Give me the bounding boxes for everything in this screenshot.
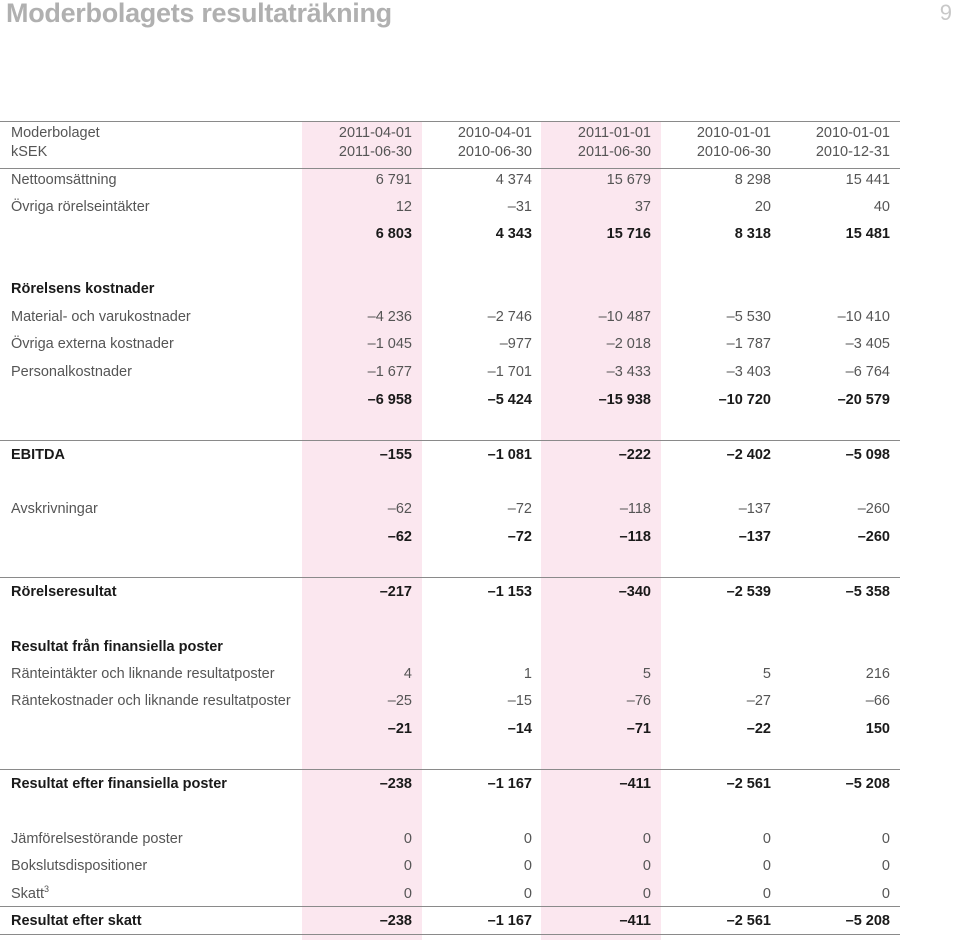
cell-value: –340 — [618, 584, 651, 600]
cell-value: 0 — [642, 858, 651, 874]
cell-value: –31 — [507, 199, 532, 215]
period-from: 2010-01-01 — [815, 125, 890, 141]
table-row — [0, 172, 900, 194]
cell-value: –1 167 — [487, 776, 532, 792]
cell-value: –2 018 — [606, 336, 651, 352]
cell-value: –5 208 — [845, 913, 890, 929]
cell-value: –1 045 — [367, 336, 412, 352]
table-row — [0, 886, 900, 908]
cell-value: –15 938 — [598, 392, 651, 408]
cell-value: 0 — [762, 886, 771, 902]
cell-value: –15 — [507, 693, 532, 709]
cell-value: –1 787 — [726, 336, 771, 352]
page-title: Moderbolagets resultaträkning — [6, 0, 392, 28]
cell-value: –260 — [857, 529, 890, 545]
cell-value: –411 — [619, 776, 651, 792]
cell-value: –2 402 — [726, 447, 771, 463]
row-label: Övriga externa kostnader — [11, 336, 174, 352]
cell-value: –62 — [387, 501, 412, 517]
cell-value: 150 — [865, 721, 890, 737]
total-row — [0, 447, 900, 469]
cell-value: 6 803 — [375, 226, 412, 242]
cell-value: 4 — [403, 666, 412, 682]
cell-value: –137 — [738, 529, 771, 545]
section-heading — [0, 639, 900, 661]
cell-value: –3 405 — [845, 336, 890, 352]
cell-value: –20 579 — [837, 392, 890, 408]
cell-value: –118 — [619, 529, 651, 545]
cell-value: 0 — [881, 886, 890, 902]
cell-value: –1 677 — [367, 364, 412, 380]
row-label: Övriga rörelseintäkter — [11, 199, 150, 215]
total-row — [0, 584, 900, 606]
cell-value: –411 — [619, 913, 651, 929]
cell-value: 0 — [881, 831, 890, 847]
cell-value: 0 — [403, 886, 412, 902]
cell-value: –118 — [619, 501, 651, 517]
cell-value: –3 403 — [726, 364, 771, 380]
period-to: 2011-06-30 — [338, 144, 412, 160]
row-label: Resultat efter skatt — [11, 913, 142, 929]
table-row — [0, 666, 900, 688]
subtotal-row — [0, 226, 900, 248]
cell-value: –14 — [507, 721, 532, 737]
cell-value: 0 — [762, 858, 771, 874]
cell-value: 40 — [873, 199, 890, 215]
cell-value: –10 720 — [718, 392, 771, 408]
cell-value: 15 441 — [845, 172, 890, 188]
period-from: 2011-04-01 — [338, 125, 412, 141]
total-row — [0, 913, 900, 935]
cell-value: 15 679 — [606, 172, 651, 188]
cell-value: –260 — [857, 501, 890, 517]
row-label: EBITDA — [11, 447, 65, 463]
cell-value: –6 764 — [845, 364, 890, 380]
row-label: Räntekostnader och liknande resultatposter — [11, 693, 291, 709]
table-row — [0, 309, 900, 331]
rule-ebitda — [0, 440, 900, 441]
cell-value: 4 343 — [495, 226, 532, 242]
period-from: 2011-01-01 — [577, 125, 651, 141]
cell-value: –3 433 — [606, 364, 651, 380]
cell-value: –72 — [507, 501, 532, 517]
cell-value: –217 — [379, 584, 412, 600]
cell-value: –5 358 — [845, 584, 890, 600]
table-row — [0, 693, 900, 715]
period-from: 2010-01-01 — [696, 125, 771, 141]
row-label: Rörelseresultat — [11, 584, 117, 600]
page-number: 9 — [939, 0, 952, 25]
cell-value: –5 208 — [845, 776, 890, 792]
cell-value: –5 098 — [845, 447, 890, 463]
subtotal-row — [0, 529, 900, 551]
cell-value: 4 374 — [495, 172, 532, 188]
cell-value: –2 746 — [487, 309, 532, 325]
cell-value: 15 481 — [845, 226, 890, 242]
subtotal-row — [0, 721, 900, 743]
table-row — [0, 858, 900, 880]
row-label: Jämförelsestörande poster — [11, 831, 183, 847]
period-to: 2010-06-30 — [457, 144, 532, 160]
cell-value: 20 — [754, 199, 771, 215]
cell-value: –21 — [387, 721, 412, 737]
row-label: Resultat efter finansiella poster — [11, 776, 227, 792]
cell-value: –977 — [499, 336, 532, 352]
row-label: Rörelsens kostnader — [11, 281, 155, 297]
cell-value: –10 410 — [837, 309, 890, 325]
cell-value: 12 — [395, 199, 412, 215]
period-from: 2010-04-01 — [457, 125, 532, 141]
cell-value: 0 — [642, 831, 651, 847]
header-company-label: Moderbolaget — [11, 125, 100, 141]
cell-value: –238 — [379, 776, 412, 792]
cell-value: 1 — [523, 666, 532, 682]
table-row — [0, 501, 900, 523]
cell-value: –1 701 — [487, 364, 532, 380]
cell-value: –1 167 — [487, 913, 532, 929]
cell-value: –1 153 — [487, 584, 532, 600]
table-row — [0, 336, 900, 358]
row-label: Ränteintäkter och liknande resultatposter — [11, 666, 275, 682]
cell-value: –1 081 — [487, 447, 532, 463]
cell-value: –238 — [379, 913, 412, 929]
period-to: 2010-06-30 — [696, 144, 771, 160]
cell-value: 0 — [642, 886, 651, 902]
cell-value: –137 — [738, 501, 771, 517]
table-row — [0, 364, 900, 386]
row-label: Material- och varukostnader — [11, 309, 191, 325]
cell-value: 15 716 — [606, 226, 651, 242]
cell-value: –2 561 — [726, 776, 771, 792]
cell-value: 0 — [403, 858, 412, 874]
cell-value: 8 298 — [734, 172, 771, 188]
row-label — [11, 886, 49, 902]
cell-value: 0 — [762, 831, 771, 847]
cell-value: –2 539 — [726, 584, 771, 600]
cell-value: –2 561 — [726, 913, 771, 929]
row-label: Personalkostnader — [11, 364, 132, 380]
footnote-marker: 3 — [44, 884, 50, 894]
cell-value: 0 — [523, 858, 532, 874]
total-row — [0, 776, 900, 798]
table-row — [0, 831, 900, 853]
cell-value: –155 — [379, 447, 412, 463]
cell-value: 216 — [865, 666, 890, 682]
rule-header — [0, 168, 900, 169]
cell-value: 37 — [634, 199, 651, 215]
cell-value: 0 — [881, 858, 890, 874]
row-label: Avskrivningar — [11, 501, 98, 517]
cell-value: 5 — [762, 666, 771, 682]
cell-value: –222 — [618, 447, 651, 463]
cell-value: 8 318 — [734, 226, 771, 242]
row-label-text: Skatt — [11, 886, 45, 902]
table-row — [0, 199, 900, 221]
rule-top — [0, 121, 900, 122]
cell-value: –6 958 — [367, 392, 412, 408]
section-heading — [0, 281, 900, 303]
header-unit-label: kSEK — [11, 144, 48, 160]
cell-value: 0 — [523, 886, 532, 902]
cell-value: –5 424 — [487, 392, 532, 408]
cell-value: –66 — [865, 693, 890, 709]
cell-value: 5 — [642, 666, 651, 682]
cell-value: 0 — [403, 831, 412, 847]
cell-value: –27 — [746, 693, 771, 709]
cell-value: –22 — [746, 721, 771, 737]
cell-value: –62 — [387, 529, 412, 545]
cell-value: –72 — [507, 529, 532, 545]
table-header-row-2 — [0, 144, 900, 166]
cell-value: –25 — [387, 693, 412, 709]
period-to: 2011-06-30 — [577, 144, 651, 160]
cell-value: 6 791 — [375, 172, 412, 188]
cell-value: 0 — [523, 831, 532, 847]
row-label: Bokslutsdispositioner — [11, 858, 148, 874]
cell-value: –71 — [626, 721, 651, 737]
rule-rorelseresultat — [0, 577, 900, 578]
row-label: Nettoomsättning — [11, 172, 117, 188]
row-label: Resultat från finansiella poster — [11, 639, 223, 655]
cell-value: –10 487 — [598, 309, 651, 325]
rule-resultat-efter-fin — [0, 769, 900, 770]
cell-value: –4 236 — [367, 309, 412, 325]
subtotal-row — [0, 392, 900, 414]
cell-value: –5 530 — [726, 309, 771, 325]
period-to: 2010-12-31 — [815, 144, 890, 160]
cell-value: –76 — [626, 693, 651, 709]
